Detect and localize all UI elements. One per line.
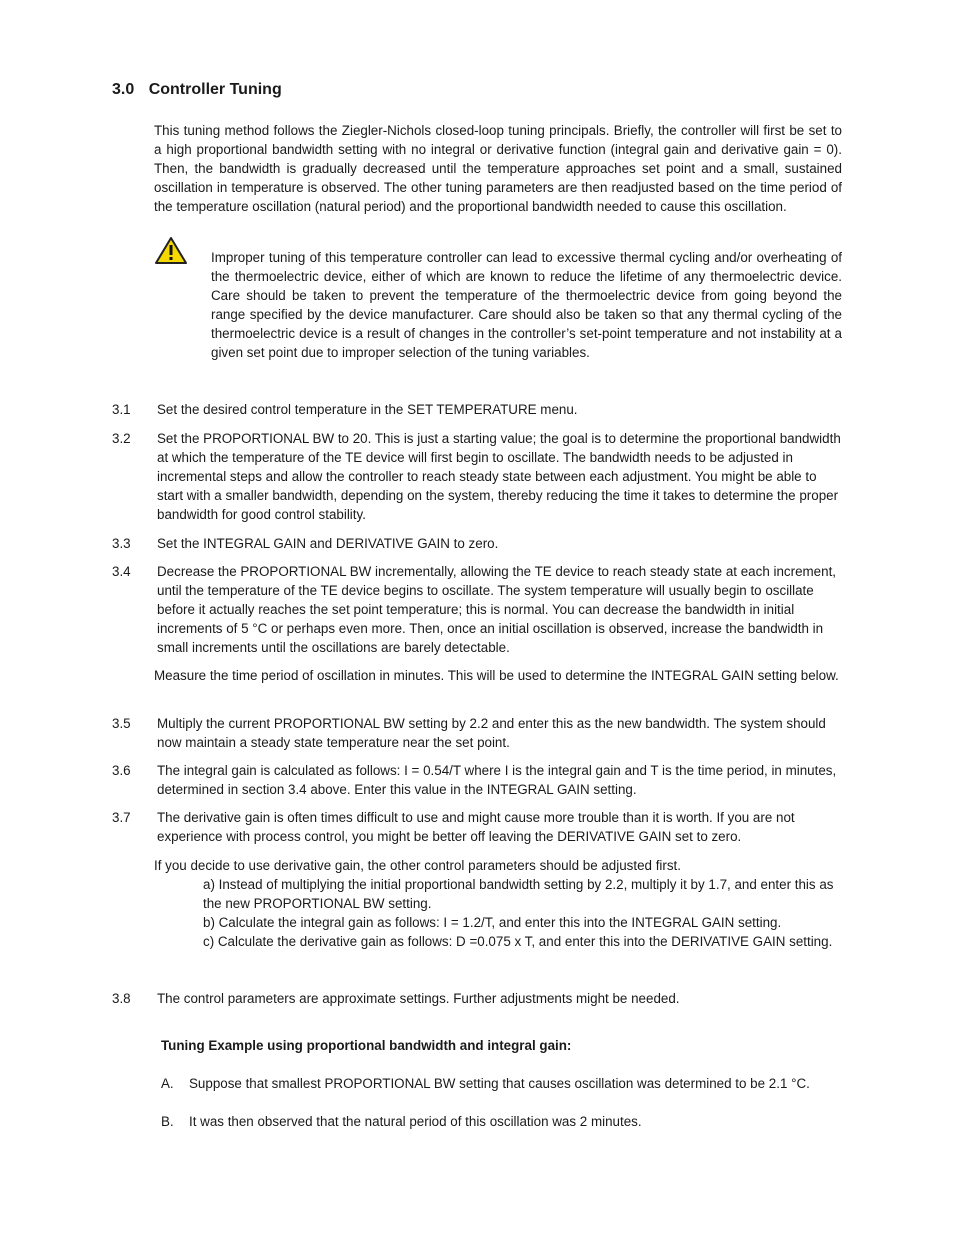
step-text: Decrease the PROPORTIONAL BW incrementally, allowing the TE device to reach steady state at each increment, until the temperature of the TE device begins to oscillate. The system temperature will usually begin to oscillate before it actually reaches the set point temperature; this is normal. You can decrease the bandwidth in initial increments of 5 °C or perhaps even more. Then, once an initial oscillation is observed, increase the bandwidth in small increments until the oscillations are barely detectable. bbox=[157, 564, 837, 655]
step-text: The derivative gain is often times difficult to use and might cause more trouble than it is worth. If you are not experience with process control, you might be better off leaving the DERIVATIVE GAIN set to zero. bbox=[157, 810, 795, 844]
step-text: The control parameters are approximate settings. Further adjustments might be needed. bbox=[157, 991, 680, 1006]
derivative-note-intro: If you decide to use derivative gain, the other control parameters should be adjusted first. bbox=[154, 858, 682, 873]
measure-note: Measure the time period of oscillation in minutes. This will be used to determine the INTEGRAL GAIN setting below. bbox=[154, 668, 839, 683]
warning-triangle-icon bbox=[154, 236, 188, 266]
example-title: Tuning Example using proportional bandwidth and integral gain: bbox=[161, 1038, 572, 1053]
intro-paragraph: This tuning method follows the Ziegler-Nichols closed-loop tuning principals. Briefly, the controller will first be set to a high proportional bandwidth setting with no integral or derivative function (integral gain and derivative gain = 0). Then, the bandwidth is gradually decreased until the temperature approaches set point and a small, sustained oscillation in temperature is observed. The other tuning parameters are then readjusted based on the time period of the temperature oscillation (natural period) and the proportional bandwidth needed to cause this oscillation. bbox=[154, 123, 842, 214]
example-item-text: Suppose that smallest PROPORTIONAL BW setting that causes oscillation was determined to be 2.1 °C. bbox=[189, 1076, 810, 1091]
step-text: Set the PROPORTIONAL BW to 20. This is just a starting value; the goal is to determine the proportional bandwidth at which the temperature of the TE device will first begin to oscillate. The bandwidth needs to be adjusted in incremental steps and allow the controller to reach steady state between each adjustment. You might be able to start with a smaller bandwidth, depending on the system, thereby reducing the time it takes to determine the proper bandwidth for good control stability. bbox=[157, 431, 841, 522]
derivative-note-c: c) Calculate the derivative gain as follows: D =0.075 x T, and enter this into the DERIVATIVE GAIN setting. bbox=[203, 934, 833, 949]
derivative-note-b: b) Calculate the integral gain as follows: I = 1.2/T, and enter this into the INTEGRAL GAIN setting. bbox=[203, 915, 782, 930]
section-heading bbox=[112, 80, 282, 100]
step-text: Multiply the current PROPORTIONAL BW setting by 2.2 and enter this as the new bandwidth. The system should now maintain a steady state temperature near the set point. bbox=[157, 716, 826, 750]
example-letter: B. bbox=[161, 1114, 174, 1129]
section-title: Controller Tuning bbox=[148, 81, 282, 98]
step-number: 3.7 bbox=[112, 810, 131, 825]
step-text: Set the INTEGRAL GAIN and DERIVATIVE GAIN to zero. bbox=[157, 536, 499, 551]
step-number: 3.4 bbox=[112, 564, 131, 579]
step-number: 3.6 bbox=[112, 763, 131, 778]
example-item-text: It was then observed that the natural period of this oscillation was 2 minutes. bbox=[189, 1114, 642, 1129]
step-number: 3.1 bbox=[112, 402, 131, 417]
example-letter: A. bbox=[161, 1076, 174, 1091]
step-number: 3.2 bbox=[112, 431, 131, 446]
step-number: 3.8 bbox=[112, 991, 131, 1006]
step-text: Set the desired control temperature in the SET TEMPERATURE menu. bbox=[157, 402, 578, 417]
step-number: 3.3 bbox=[112, 536, 131, 551]
derivative-note-a: a) Instead of multiplying the initial proportional bandwidth setting by 2.2, multiply it by 1.7, and enter this as the new PROPORTIONAL BW setting. bbox=[203, 877, 834, 911]
warning-text: Improper tuning of this temperature controller can lead to excessive thermal cycling and/or overheating of the thermoelectric device, either of which are known to reduce the lifetime of any thermoelectric device. Care should be taken to prevent the temperature of the thermoelectric device from going beyond the range specified by the device manufacturer. Care should also be taken so that any thermal cycling of the thermoelectric device is a result of changes in the controller’s set-point temperature and not instability at a given set point due to improper selection of the tuning variables. bbox=[211, 250, 842, 360]
step-text: The integral gain is calculated as follows: I = 0.54/T where I is the integral gain and T is the time period, in minutes, determined in section 3.4 above. Enter this value in the INTEGRAL GAIN setting. bbox=[157, 763, 837, 797]
section-number: 3.0 bbox=[112, 81, 135, 98]
step-number: 3.5 bbox=[112, 716, 131, 731]
